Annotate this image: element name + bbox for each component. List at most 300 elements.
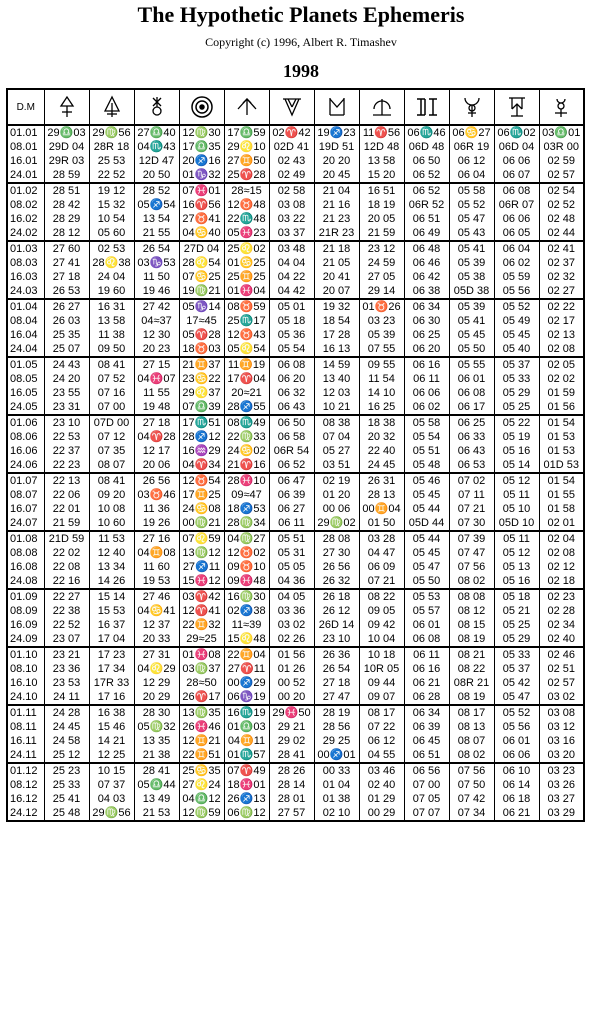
position-cell: 05♓23 (224, 226, 269, 241)
position-cell: 02 54 (539, 183, 584, 198)
position-cell: 02 19 (314, 473, 359, 488)
position-cell: 01 50 (359, 516, 404, 531)
position-cell: 07 39 (449, 531, 494, 546)
position-cell: 29 02 (269, 734, 314, 748)
position-cell: 28 30 (134, 705, 179, 720)
position-cell: 05 47 (494, 690, 539, 705)
position-cell: 29♌37 (179, 386, 224, 400)
position-cell: 15 53 (89, 604, 134, 618)
position-cell: 09♓48 (224, 574, 269, 589)
position-cell: 05 22 (494, 415, 539, 430)
date-cell: 01.07 (7, 473, 44, 488)
position-cell: 05 51 (269, 531, 314, 546)
position-cell: 05 43 (449, 226, 494, 241)
position-cell: 04♈34 (179, 458, 224, 473)
position-cell: 28 26 (269, 763, 314, 778)
position-cell: 22 52 (44, 618, 89, 632)
position-cell: 09 44 (359, 676, 404, 690)
zeus-icon (134, 89, 179, 125)
position-cell: 05 18 (269, 314, 314, 328)
position-cell: 10 21 (314, 400, 359, 415)
position-cell: 12 25 (89, 748, 134, 763)
page-title: The Hypothetic Planets Ephemeris (137, 2, 465, 27)
position-cell: 20 07 (314, 284, 359, 299)
position-cell: 21 23 (314, 212, 359, 226)
position-cell: 16 31 (89, 299, 134, 314)
position-cell: 29 21 (269, 720, 314, 734)
date-cell: 08.05 (7, 372, 44, 386)
date-cell: 08.08 (7, 546, 44, 560)
position-cell: 02 43 (269, 154, 314, 168)
kronos-icon (179, 89, 224, 125)
position-cell: 24 43 (44, 357, 89, 372)
date-cell: 24.02 (7, 226, 44, 241)
position-cell: 01♓04 (224, 284, 269, 299)
position-cell: 27♌24 (179, 778, 224, 792)
position-cell: 26 27 (44, 299, 89, 314)
position-cell: 04≈37 (134, 314, 179, 328)
table-row (7, 226, 584, 241)
position-cell: 06 14 (494, 778, 539, 792)
position-cell: 01 04 (314, 778, 359, 792)
position-cell: 05 58 (449, 183, 494, 198)
date-column-header: D.M (7, 89, 44, 125)
position-cell: 21 55 (134, 226, 179, 241)
position-cell: 02 40 (539, 632, 584, 647)
proserpina-icon (494, 89, 539, 125)
position-cell: 05D 38 (449, 284, 494, 299)
position-cell: 05 21 (494, 604, 539, 618)
position-cell: 13 54 (134, 212, 179, 226)
position-cell: 28R 18 (89, 140, 134, 154)
position-cell: 04♈28 (134, 430, 179, 444)
position-cell: 18 38 (359, 415, 404, 430)
position-cell: 05 45 (404, 488, 449, 502)
position-cell: 09 50 (89, 342, 134, 357)
hades-icon (89, 89, 134, 125)
position-cell: 11♊19 (224, 357, 269, 372)
position-cell: 19 32 (314, 299, 359, 314)
position-cell: 07 00 (89, 400, 134, 415)
position-cell: 02 23 (539, 589, 584, 604)
position-cell: 28 51 (44, 183, 89, 198)
position-cell: 06 30 (404, 314, 449, 328)
position-cell: 03 29 (539, 806, 584, 821)
position-cell: 29D 04 (44, 140, 89, 154)
position-cell: 19 53 (134, 574, 179, 589)
position-cell: 24♋08 (179, 502, 224, 516)
position-cell: 22 37 (44, 444, 89, 458)
position-cell: 12♉02 (224, 546, 269, 560)
position-cell: 00 33 (314, 763, 359, 778)
position-cell: 05 44 (404, 531, 449, 546)
position-cell: 07 52 (89, 372, 134, 386)
position-cell: 24 11 (44, 690, 89, 705)
position-cell: 22 16 (44, 574, 89, 589)
position-cell: 15 14 (89, 589, 134, 604)
position-cell: 04♊08 (134, 546, 179, 560)
position-cell: 06♋27 (449, 125, 494, 140)
table-row (7, 212, 584, 226)
position-cell: 06 47 (269, 473, 314, 488)
table-row (7, 473, 584, 488)
date-cell: 16.05 (7, 386, 44, 400)
position-cell: 13 40 (314, 372, 359, 386)
table-row (7, 314, 584, 328)
position-cell: 04 03 (89, 792, 134, 806)
position-cell: 24 45 (359, 458, 404, 473)
position-cell: 28 01 (269, 792, 314, 806)
position-cell: 07 12 (89, 430, 134, 444)
position-cell: 05 01 (269, 299, 314, 314)
position-cell: 05 54 (404, 430, 449, 444)
position-cell: 22♏48 (224, 212, 269, 226)
position-cell: 18 54 (314, 314, 359, 328)
table-row (7, 458, 584, 473)
position-cell: 02 04 (539, 531, 584, 546)
position-cell: 03♍37 (179, 662, 224, 676)
position-cell: 06 06 (494, 212, 539, 226)
position-cell: 25♌02 (224, 241, 269, 256)
position-cell: 05 31 (269, 546, 314, 560)
position-cell: 19D 51 (314, 140, 359, 154)
position-cell: 07 11 (449, 488, 494, 502)
position-cell: 29 14 (359, 284, 404, 299)
position-cell: 25 33 (44, 778, 89, 792)
date-cell: 24.06 (7, 458, 44, 473)
position-cell: 21D 59 (44, 531, 89, 546)
position-cell: 19 48 (134, 400, 179, 415)
position-cell: 03 20 (539, 748, 584, 763)
position-cell: 08 07 (89, 458, 134, 473)
position-cell: 01♎03 (224, 720, 269, 734)
table-row (7, 618, 584, 632)
position-cell: 08 02 (449, 748, 494, 763)
position-cell: 06 34 (404, 299, 449, 314)
position-cell: 18 19 (359, 198, 404, 212)
position-cell: 07 35 (89, 444, 134, 458)
position-cell: 05 51 (404, 444, 449, 458)
position-cell: 07 50 (449, 778, 494, 792)
position-cell: 13 58 (89, 314, 134, 328)
date-cell: 01.10 (7, 647, 44, 662)
position-cell: 05 38 (449, 270, 494, 284)
position-cell: 05 56 (494, 720, 539, 734)
table-row (7, 734, 584, 748)
position-cell: 03 23 (359, 314, 404, 328)
position-cell: 02 26 (269, 632, 314, 647)
position-cell: 05♎44 (134, 778, 179, 792)
position-cell: 22 53 (44, 430, 89, 444)
position-cell: 05 44 (404, 502, 449, 516)
position-cell: 29R 03 (44, 154, 89, 168)
position-cell: 06 02 (404, 400, 449, 415)
position-cell: 20 32 (359, 430, 404, 444)
position-cell: 06R 07 (494, 198, 539, 212)
position-cell: 04♋41 (134, 604, 179, 618)
position-cell: 04♓07 (134, 372, 179, 386)
position-cell: 28 13 (359, 488, 404, 502)
position-cell: 08 19 (449, 632, 494, 647)
position-cell: 03 23 (539, 763, 584, 778)
position-cell: 06 32 (269, 386, 314, 400)
position-cell: 05 56 (494, 284, 539, 299)
position-cell: 25 53 (89, 154, 134, 168)
position-cell: 06 51 (404, 212, 449, 226)
position-cell: 07 30 (449, 516, 494, 531)
position-cell: 27 57 (269, 806, 314, 821)
position-cell: 16♏19 (224, 705, 269, 720)
position-cell: 00 29 (359, 806, 404, 821)
position-cell: 04♊11 (224, 734, 269, 748)
position-cell: 05 13 (494, 560, 539, 574)
position-cell: 05 41 (449, 314, 494, 328)
position-cell: 07D 00 (89, 415, 134, 430)
position-cell: 03 16 (539, 734, 584, 748)
position-cell: 08 21 (449, 647, 494, 662)
position-cell: 06R 19 (449, 140, 494, 154)
position-cell: 01 58 (539, 502, 584, 516)
position-cell: 14 10 (359, 386, 404, 400)
position-cell: 06♏02 (494, 125, 539, 140)
position-cell: 07 34 (449, 806, 494, 821)
position-cell: 15 32 (89, 198, 134, 212)
apollon-icon (224, 89, 269, 125)
position-cell: 00 52 (269, 676, 314, 690)
position-cell: 26 36 (314, 647, 359, 662)
position-cell: 03 27 (539, 792, 584, 806)
position-cell: 19 26 (134, 516, 179, 531)
date-cell: 16.12 (7, 792, 44, 806)
position-cell: 28 29 (44, 212, 89, 226)
date-cell: 01.02 (7, 183, 44, 198)
position-cell: 12 17 (134, 444, 179, 458)
position-cell: 12♈41 (179, 604, 224, 618)
position-cell: 08 17 (359, 705, 404, 720)
position-cell: 08 08 (449, 589, 494, 604)
position-cell: 22 02 (44, 546, 89, 560)
position-cell: 17♈04 (224, 372, 269, 386)
position-cell: 06 46 (404, 256, 449, 270)
position-cell: 06 39 (404, 720, 449, 734)
position-cell: 05 41 (449, 241, 494, 256)
position-cell: 02 44 (539, 226, 584, 241)
position-cell: 04 05 (269, 589, 314, 604)
position-cell: 02 51 (539, 662, 584, 676)
position-cell: 19 60 (89, 284, 134, 299)
position-cell: 23 53 (44, 676, 89, 690)
lilith-icon (539, 89, 584, 125)
position-cell: 06 08 (269, 357, 314, 372)
position-cell: 06 10 (494, 763, 539, 778)
position-cell: 05 45 (404, 546, 449, 560)
position-cell: 29♍02 (314, 516, 359, 531)
position-cell: 06 25 (404, 328, 449, 342)
position-cell: 05♌54 (224, 342, 269, 357)
position-cell: 10 18 (359, 647, 404, 662)
position-cell: 08 22 (359, 589, 404, 604)
position-cell: 06 50 (269, 415, 314, 430)
position-cell: 03 36 (269, 604, 314, 618)
position-cell: 27♐11 (179, 560, 224, 574)
position-cell: 28 19 (314, 705, 359, 720)
position-cell: 01 38 (314, 792, 359, 806)
position-cell: 20♐16 (179, 154, 224, 168)
position-cell: 21 16 (314, 198, 359, 212)
position-cell: 10 04 (359, 632, 404, 647)
position-cell: 25♈28 (224, 168, 269, 183)
position-cell: 21R 23 (314, 226, 359, 241)
position-cell: 20 06 (134, 458, 179, 473)
date-cell: 08.01 (7, 140, 44, 154)
table-row (7, 574, 584, 589)
position-cell: 08 13 (449, 720, 494, 734)
position-cell: 06R 54 (269, 444, 314, 458)
position-cell: 18♉03 (179, 342, 224, 357)
position-cell: 21 53 (134, 806, 179, 821)
header-row (7, 89, 584, 125)
position-cell: 14 59 (314, 357, 359, 372)
date-cell: 01.06 (7, 415, 44, 430)
date-cell: 01.05 (7, 357, 44, 372)
table-row (7, 342, 584, 357)
position-cell: 05 45 (494, 328, 539, 342)
position-cell: 29♍56 (89, 125, 134, 140)
position-cell: 02 57 (539, 168, 584, 183)
table-row (7, 778, 584, 792)
position-cell: 07 37 (89, 778, 134, 792)
position-cell: 22 38 (44, 604, 89, 618)
position-cell: 06♑19 (224, 690, 269, 705)
position-cell: 27 16 (134, 531, 179, 546)
position-cell: 26 12 (314, 604, 359, 618)
position-cell: 06 04 (494, 241, 539, 256)
position-cell: 23 07 (44, 632, 89, 647)
position-cell: 24 28 (44, 705, 89, 720)
position-cell: 09 05 (359, 604, 404, 618)
position-cell: 28 59 (44, 168, 89, 183)
position-cell: 02 52 (539, 198, 584, 212)
transpluto-icon (404, 89, 449, 125)
position-cell: 23 21 (44, 647, 89, 662)
date-cell: 08.09 (7, 604, 44, 618)
position-cell: 07 02 (449, 473, 494, 488)
position-cell: 06 08 (449, 386, 494, 400)
position-cell: 06 58 (269, 430, 314, 444)
position-cell: 06D 48 (404, 140, 449, 154)
position-cell: 10R 05 (359, 662, 404, 676)
position-cell: 08 07 (449, 734, 494, 748)
position-cell: 04♍27 (224, 531, 269, 546)
position-cell: 28 52 (134, 183, 179, 198)
table-row (7, 168, 584, 183)
position-cell: 28 56 (314, 720, 359, 734)
position-cell: 06 12 (359, 734, 404, 748)
position-cell: 19 46 (134, 284, 179, 299)
position-cell: 00♍21 (179, 516, 224, 531)
date-cell: 24.10 (7, 690, 44, 705)
position-cell: 10 08 (89, 502, 134, 516)
position-cell: 22♊04 (224, 647, 269, 662)
position-cell: 21 05 (314, 256, 359, 270)
position-cell: 04♎12 (179, 792, 224, 806)
position-cell: 27♉41 (179, 212, 224, 226)
date-cell: 24.05 (7, 400, 44, 415)
position-cell: 03 51 (314, 458, 359, 473)
position-cell: 02 10 (314, 806, 359, 821)
position-cell: 24♋02 (224, 444, 269, 458)
position-cell: 03♎01 (539, 125, 584, 140)
table-row (7, 270, 584, 284)
position-cell: 03 46 (359, 763, 404, 778)
copyright-line: Copyright (c) 1996, Albert R. Timashev (205, 35, 397, 49)
table-row (7, 328, 584, 342)
table-row (7, 198, 584, 212)
table-row (7, 589, 584, 604)
position-cell: 06 43 (449, 444, 494, 458)
table-row (7, 125, 584, 140)
position-cell: 02 08 (539, 546, 584, 560)
date-cell: 24.12 (7, 806, 44, 821)
date-cell: 16.08 (7, 560, 44, 574)
position-cell: 05 33 (494, 647, 539, 662)
position-cell: 05 53 (404, 589, 449, 604)
position-cell: 10 15 (89, 763, 134, 778)
table-row (7, 806, 584, 821)
table-row (7, 241, 584, 256)
position-cell: 28 41 (134, 763, 179, 778)
position-cell: 09 20 (89, 488, 134, 502)
position-cell: 13♍12 (179, 546, 224, 560)
position-cell: 25 48 (44, 806, 89, 821)
position-cell: 27 30 (314, 546, 359, 560)
position-cell: 01♓08 (179, 647, 224, 662)
table-row (7, 690, 584, 705)
position-cell: 06 21 (494, 806, 539, 821)
table-row (7, 284, 584, 299)
position-cell: 16 38 (89, 705, 134, 720)
position-cell: 06♍12 (224, 806, 269, 821)
position-cell: 05 52 (494, 299, 539, 314)
date-cell: 08.07 (7, 488, 44, 502)
position-cell: 05 11 (494, 488, 539, 502)
position-cell: 22♊51 (179, 748, 224, 763)
position-cell: 17≈45 (179, 314, 224, 328)
position-cell: 26 53 (44, 284, 89, 299)
date-cell: 16.02 (7, 212, 44, 226)
position-cell: 06 49 (404, 226, 449, 241)
position-cell: 01♑32 (179, 168, 224, 183)
table-row (7, 415, 584, 430)
position-cell: 08 19 (449, 690, 494, 705)
position-cell: 27♊50 (224, 154, 269, 168)
position-cell: 28 12 (44, 226, 89, 241)
date-cell: 24.04 (7, 342, 44, 357)
position-cell: 06 16 (404, 357, 449, 372)
position-cell: 07 21 (449, 502, 494, 516)
position-cell: 28 41 (269, 748, 314, 763)
position-cell: 06 17 (449, 400, 494, 415)
position-cell: 03 12 (539, 720, 584, 734)
position-cell: 20 33 (134, 632, 179, 647)
position-cell: 06 06 (404, 386, 449, 400)
position-cell: 06 08 (404, 632, 449, 647)
position-cell: 13♍35 (179, 705, 224, 720)
table-row (7, 183, 584, 198)
position-cell: 07♎39 (179, 400, 224, 415)
position-cell: 02 18 (539, 574, 584, 589)
position-cell: 20 50 (134, 168, 179, 183)
